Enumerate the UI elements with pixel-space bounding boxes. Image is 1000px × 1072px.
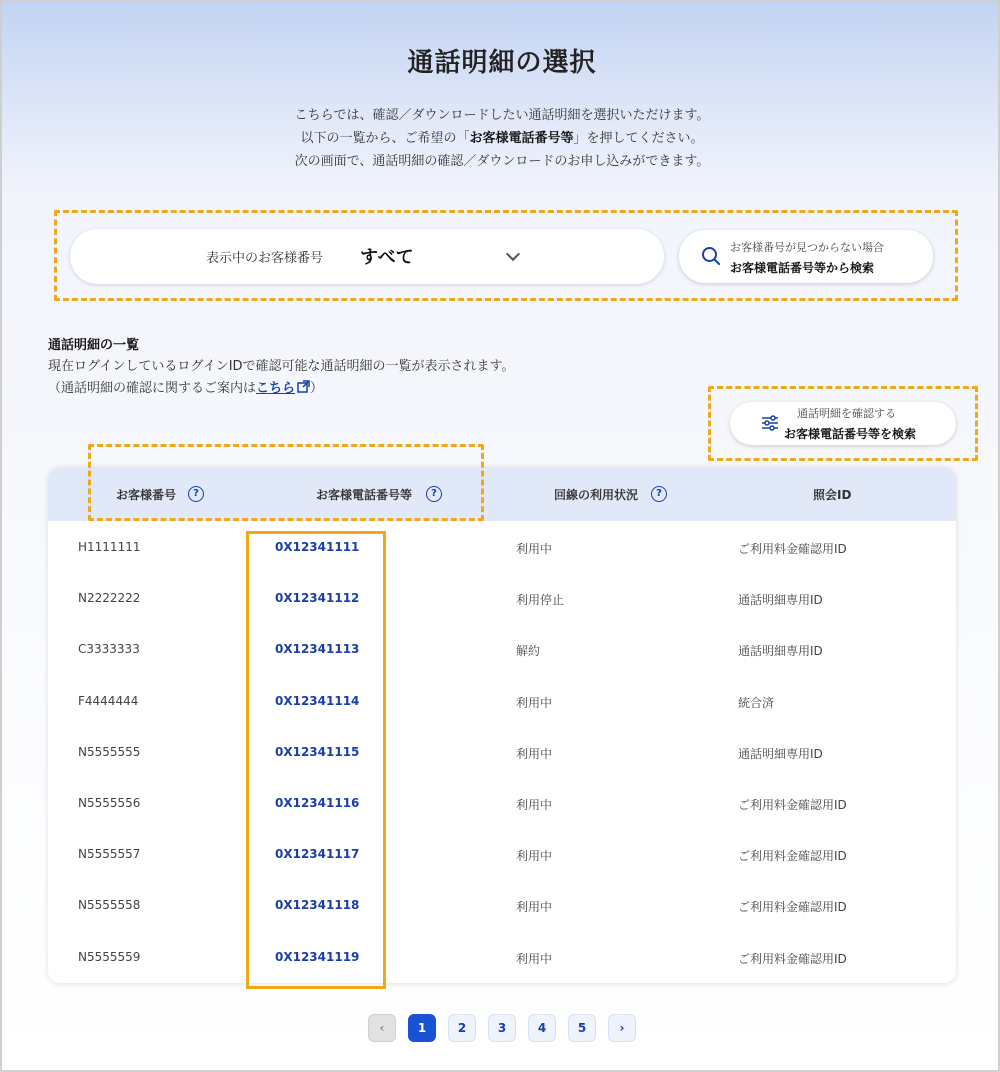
intro-line-2 (2, 127, 1000, 150)
filter-button-label: お客様電話番号等を検索 (784, 427, 917, 441)
intro-line-2-post: 」を押してください。 (573, 131, 704, 146)
search-icon (701, 246, 721, 266)
cell-phone-number-link[interactable]: 0X12341113 (275, 642, 360, 657)
table-row (48, 727, 956, 778)
cell-customer-number: F4444444 (78, 693, 139, 708)
cell-phone-number-link[interactable]: 0X12341116 (275, 796, 360, 810)
pagination-page-2[interactable]: 2 (448, 1014, 476, 1042)
filter-by-phone-button[interactable] (730, 402, 956, 445)
table-row (48, 778, 956, 829)
chevron-down-icon (506, 247, 520, 261)
guide-post: ） (310, 381, 324, 396)
cell-line-status: 利用中 (516, 746, 553, 761)
header-phone-number: お客様電話番号等 (316, 488, 413, 502)
cell-line-status: 利用中 (516, 542, 553, 556)
selector-label: 表示中のお客様番号 (206, 251, 324, 266)
cell-line-status: 利用中 (516, 951, 553, 966)
pagination-page-4[interactable]: 4 (528, 1014, 556, 1042)
cell-inquiry-id: ご利用料金確認用ID (738, 542, 847, 556)
statement-table (48, 467, 956, 983)
cell-phone-number-link[interactable]: 0X12341111 (275, 540, 360, 554)
list-heading: 通話明細の一覧 (48, 338, 140, 353)
page-title: 通話明細の選択 (407, 48, 597, 78)
pagination-prev-button[interactable]: ‹ (368, 1014, 396, 1042)
cell-customer-number: H1111111 (78, 540, 141, 554)
settings-sliders-icon (761, 414, 779, 432)
cell-inquiry-id: ご利用料金確認用ID (738, 849, 847, 864)
help-icon-customer-number[interactable]: ? (188, 486, 204, 502)
cell-phone-number-link[interactable]: 0X12341112 (275, 591, 360, 606)
cell-line-status: 利用停止 (516, 593, 565, 608)
highlight-phone-column (246, 531, 386, 989)
intro-line-3: 次の画面で、通話明細の確認／ダウンロードのお申し込みができます。 (294, 154, 710, 169)
cell-customer-number: N5555558 (78, 898, 141, 913)
table-row (48, 829, 956, 880)
cell-customer-number: N2222222 (78, 591, 141, 606)
find-button-caption: お客様番号が見つからない場合 (730, 241, 884, 254)
cell-customer-number: C3333333 (78, 642, 140, 657)
intro-line-2-pre: 以下の一覧から、ご希望の「 (300, 131, 470, 146)
intro-line-2-bold: お客様電話番号等 (469, 131, 574, 146)
cell-customer-number: N5555557 (78, 847, 141, 862)
pagination-next-button[interactable]: › (608, 1014, 636, 1042)
customer-number-selector[interactable] (70, 229, 664, 284)
cell-inquiry-id: 統合済 (738, 695, 775, 710)
cell-phone-number-link[interactable]: 0X12341117 (275, 847, 360, 862)
header-customer-number: お客様番号 (116, 488, 177, 502)
table-row (48, 573, 956, 624)
cell-inquiry-id: 通話明細専用ID (738, 746, 823, 761)
intro-text (2, 104, 1000, 173)
cell-line-status: 利用中 (516, 900, 553, 915)
cell-customer-number: N5555556 (78, 796, 141, 810)
cell-inquiry-id: 通話明細専用ID (738, 593, 823, 608)
guide-line (48, 378, 515, 400)
find-button-label: お客様電話番号等から検索 (730, 261, 875, 275)
cell-phone-number-link[interactable]: 0X12341119 (275, 949, 360, 964)
pagination-page-3[interactable]: 3 (488, 1014, 516, 1042)
selector-value: すべて (360, 247, 414, 268)
table-row (48, 522, 956, 573)
cell-inquiry-id: 通話明細専用ID (738, 644, 823, 659)
cell-phone-number-link[interactable]: 0X12341114 (275, 693, 360, 708)
header-inquiry-id: 照会ID (813, 488, 852, 502)
help-icon-line-status[interactable]: ? (651, 486, 667, 502)
pagination-page-5[interactable]: 5 (568, 1014, 596, 1042)
cell-customer-number: N5555555 (78, 744, 141, 759)
cell-line-status: 解約 (516, 644, 541, 659)
header-line-status: 回線の利用状況 (554, 488, 639, 502)
find-by-phone-button[interactable] (679, 230, 933, 283)
table-row (48, 624, 956, 675)
cell-customer-number: N5555559 (78, 949, 141, 964)
highlight-header-area (88, 444, 484, 521)
cell-phone-number-link[interactable]: 0X12341118 (275, 898, 360, 913)
pagination-page-1[interactable]: 1 (408, 1014, 436, 1042)
table-row (48, 880, 956, 931)
external-link-icon[interactable] (297, 380, 310, 393)
help-icon-phone-number[interactable]: ? (426, 486, 442, 502)
cell-inquiry-id: ご利用料金確認用ID (738, 900, 847, 915)
cell-phone-number-link[interactable]: 0X12341115 (275, 744, 360, 759)
table-row (48, 676, 956, 727)
intro-line-1: こちらでは、確認／ダウンロードしたい通話明細を選択いただけます。 (294, 108, 710, 123)
cell-line-status: 利用中 (516, 695, 553, 710)
list-description-text: 現在ログインしているログインIDで確認可能な通話明細の一覧が表示されます。 (48, 359, 515, 374)
guide-link[interactable]: こちら (256, 381, 296, 396)
cell-inquiry-id: ご利用料金確認用ID (738, 798, 847, 812)
cell-inquiry-id: ご利用料金確認用ID (738, 951, 847, 966)
filter-button-caption: 通話明細を確認する (797, 407, 896, 420)
cell-line-status: 利用中 (516, 849, 553, 864)
cell-line-status: 利用中 (516, 798, 553, 812)
table-row (48, 932, 956, 983)
list-description (48, 356, 515, 400)
guide-pre: （通話明細の確認に関するご案内は (48, 381, 257, 396)
